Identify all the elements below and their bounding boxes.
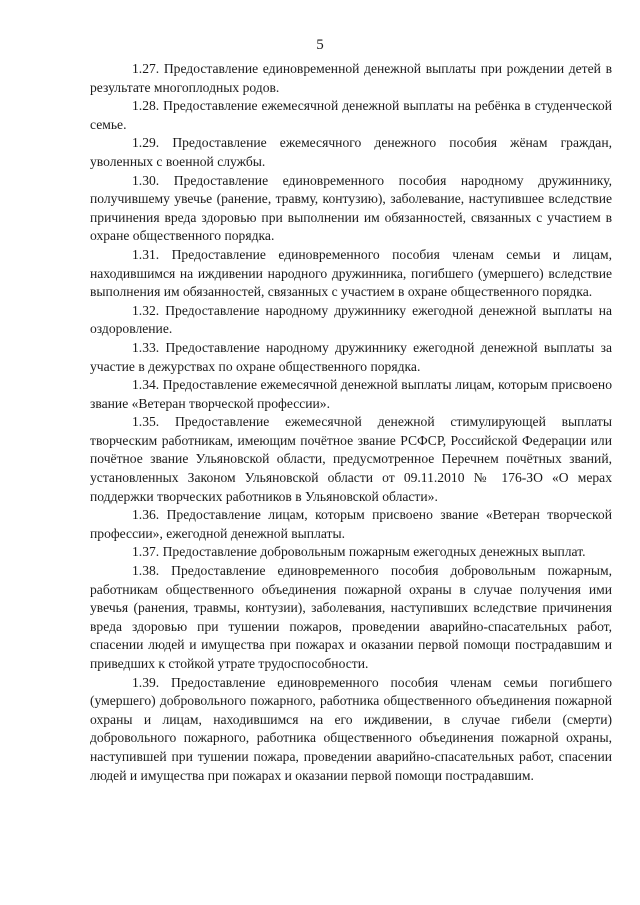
page-number: 5 — [316, 37, 324, 53]
paragraph-1-32: 1.32. Предоставление народному дружиннику ежегодной денежной выплаты на оздоровление. — [90, 302, 612, 337]
paragraph-1-31: 1.31. Предоставление единовременного пособия членам семьи и лицам, находившимся на иждивении народного дружинника, погибшего (умершего) вследствие выполнения им обязанностей, связанных с участием в охране общественного порядка. — [90, 246, 612, 300]
paragraph-1-36: 1.36. Предоставление лицам, которым присвоено звание «Ветеран творческой профессии», ежегодной денежной выплаты. — [90, 507, 612, 541]
paragraph-1-28: 1.28. Предоставление ежемесячной денежной выплаты на ребёнка в студенческой семье. — [90, 98, 612, 132]
paragraph-1-34: 1.34. Предоставление ежемесячной денежной выплаты лицам, которым присвоено звание «Ветеран творческой профессии». — [90, 377, 612, 411]
paragraph-1-35: 1.35. Предоставление ежемесячной денежной стимулирующей выплаты творческим работникам, имеющим почётное звание РСФСР, Российской Федерации или почётное звание Ульяновской области, предусмотренное Перечнем почётных званий, установленных Законом Ульяновской области от 09.11.2010 № 176-ЗО «О мерах поддержки творческих работников в Ульяновской области». — [90, 414, 612, 504]
paragraph-1-29: 1.29. Предоставление ежемесячного денежного пособия жёнам граждан, уволенных с военной службы. — [90, 135, 612, 169]
paragraph-1-37: 1.37. Предоставление добровольным пожарным ежегодных денежных выплат. — [132, 544, 586, 560]
paragraph-1-33: 1.33. Предоставление народному дружиннику ежегодной денежной выплаты за участие в дежурствах по охране общественного порядка. — [90, 339, 612, 374]
paragraph-1-30: 1.30. Предоставление единовременного пособия народному дружиннику, получившему увечье (ранение, травму, контузию), заболевание, наступившее вследствие причинения вреда здоровью при выполнении им обязанностей, связанных с участием в охране общественного порядка. — [90, 172, 612, 244]
paragraph-1-27: 1.27. Предоставление единовременной денежной выплаты при рождении детей в результате многоплодных родов. — [90, 61, 612, 95]
document-body — [90, 60, 612, 785]
paragraph-1-38: 1.38. Предоставление единовременного пособия добровольным пожарным, работникам общественного объединения пожарной охраны в случае получения ими увечья (ранения, травмы, контузии), заболевания, наступивших вследствие причинения вреда здоровью при тушении пожаров, проведении аварийно-спасательных работ, спасении людей и имущества при пожарах и оказании первой помощи пострадавшим и приведших к стойкой утрате трудоспособности. — [90, 563, 612, 671]
paragraph-1-39: 1.39. Предоставление единовременного пособия членам семьи погибшего (умершего) добровольного пожарного, работника общественного объединения пожарной охраны и лицам, находившимся на его иждивении, в случае гибели (смерти) добровольного пожарного, работника общественного объединения пожарной охраны, наступившей при тушении пожара, проведении аварийно-спасательных работ, спасении людей и имущества при пожарах и оказании первой помощи пострадавшим. — [90, 674, 612, 783]
